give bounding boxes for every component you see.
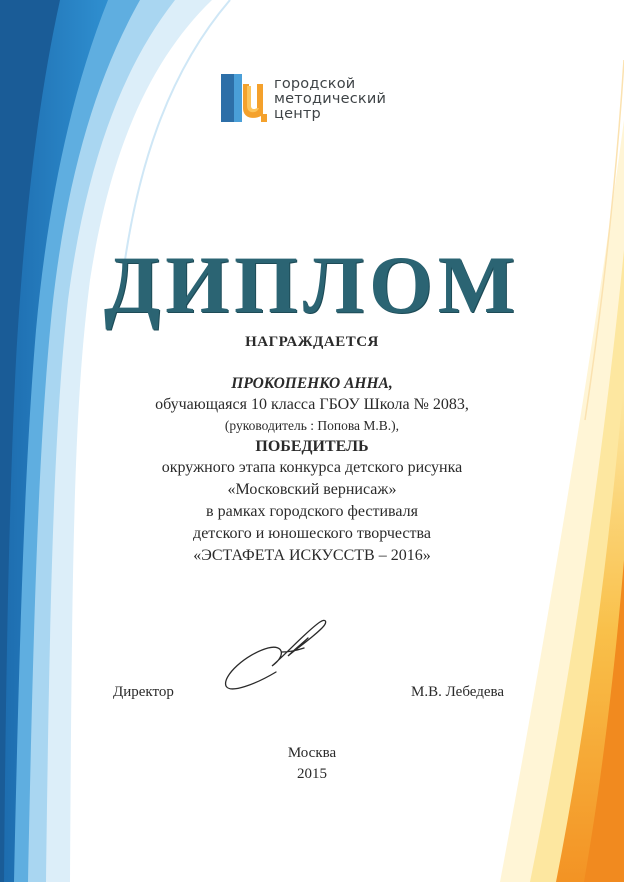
organization-logo (221, 72, 411, 128)
city: Москва (287, 745, 337, 761)
contest-name: «Московский вернисаж» (227, 481, 397, 498)
year: 2015 (297, 766, 327, 782)
school-line: обучающаяся 10 класса ГБОУ Школа № 2083, (155, 396, 469, 413)
contest-line: окружного этапа конкурса детского рисунка (161, 459, 463, 476)
director-signature (216, 612, 334, 698)
logo-text (274, 77, 386, 122)
festival-line-2: детского и юношеского творчества (193, 525, 431, 542)
winner-status: ПОБЕДИТЕЛЬ (255, 438, 369, 455)
recipient-name: ПРОКОПЕНКО АННА, (231, 375, 393, 392)
signatory-name: М.В. Лебедева (411, 684, 505, 700)
signatory-position: Директор (113, 684, 174, 700)
diploma-title: ДИПЛОМ (103, 239, 521, 330)
festival-line-1: в рамках городского фестиваля (206, 503, 418, 520)
supervisor-line: (руководитель : Попова М.В.), (224, 418, 400, 433)
logo-line-2: методический (274, 91, 387, 107)
logo-line-1: городской (274, 76, 356, 92)
logo-line-3: центр (274, 106, 321, 122)
festival-name: «ЭСТАФЕТА ИСКУССТВ – 2016» (193, 547, 431, 564)
gmc-logo-icon (221, 72, 271, 124)
awarded-label: НАГРАЖДАЕТСЯ (245, 334, 379, 350)
